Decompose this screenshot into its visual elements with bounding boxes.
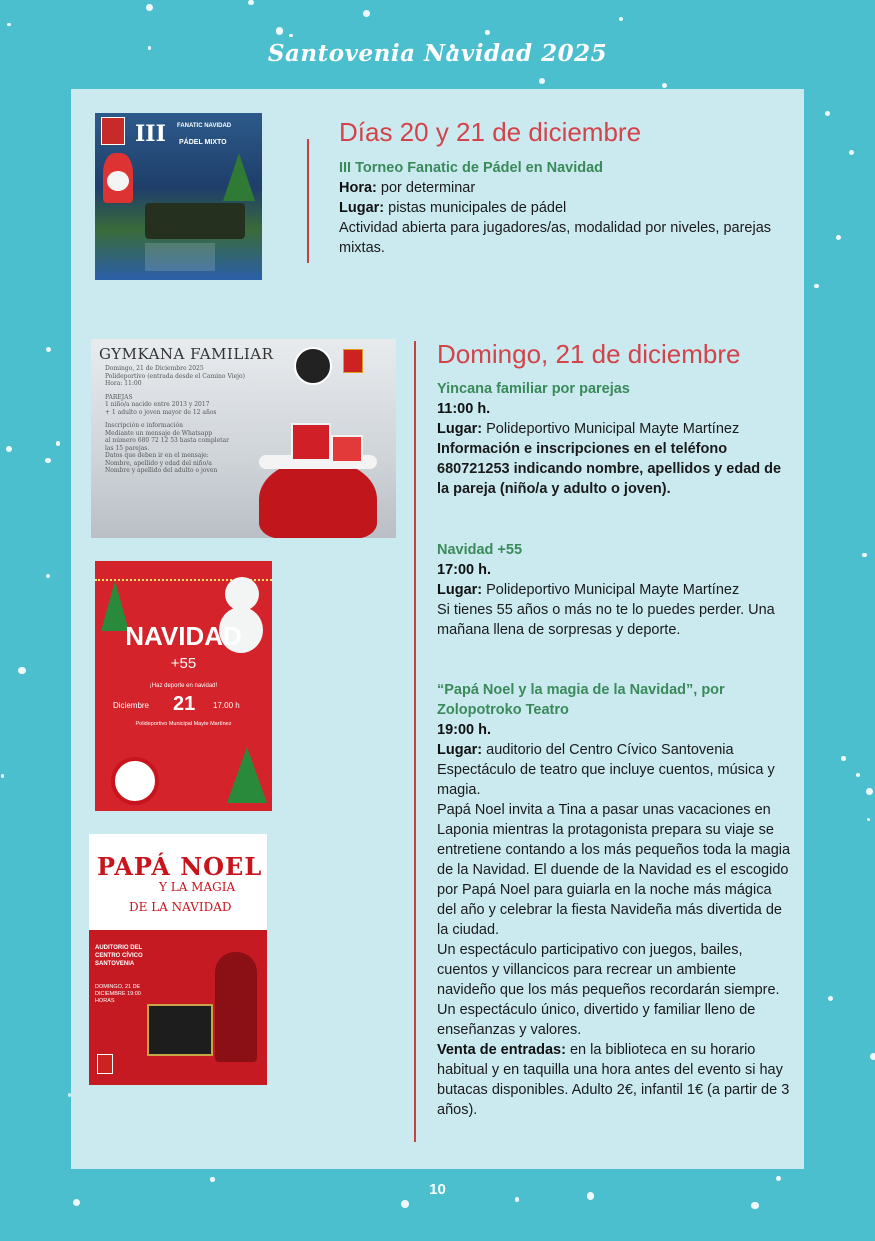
snow-dot	[248, 0, 253, 5]
snow-dot	[289, 34, 292, 37]
papanoel-event	[437, 680, 792, 1120]
event-title: Navidad +55	[437, 542, 523, 558]
santa-beard	[107, 171, 129, 191]
poster-text: Hora: 11:00	[105, 380, 142, 387]
poster-text: Polideportivo (entrada desde el Camino Viejo)	[105, 372, 245, 380]
snow-dot	[836, 235, 841, 240]
poster-text: PAREJAS	[105, 393, 133, 401]
snow-dot	[870, 1053, 875, 1060]
padel-tournament-poster	[95, 113, 262, 280]
snow-dot	[45, 458, 50, 463]
event-description: Espectáculo de teatro que incluye cuentos, música y magia.	[437, 762, 775, 798]
navidad55-event	[437, 540, 792, 640]
event-description: Actividad abierta para jugadores/as, modalidad por niveles, parejas mixtas.	[339, 220, 772, 256]
poster-text: III	[135, 121, 166, 147]
lugar-value: Polideportivo Municipal Mayte Martínez	[482, 421, 740, 437]
lugar-label: Lugar:	[437, 582, 483, 598]
section1-divider	[307, 139, 309, 263]
poster-text: Nombre y apellido del adulto o joven	[105, 467, 218, 474]
snow-dot	[485, 30, 490, 35]
hora-value: por determinar	[376, 180, 476, 196]
snow-dot	[56, 441, 60, 445]
snow-dot	[866, 788, 873, 795]
page-header-title: Santovenia Navidad 2025	[267, 40, 608, 67]
poster-title: GYMKANA FAMILIAR	[99, 345, 274, 363]
espacio-logo-icon	[294, 347, 332, 385]
snow-dot	[867, 818, 871, 822]
hora-label: Hora:	[339, 180, 377, 196]
gift-sack-graphic	[259, 459, 377, 538]
papanoel-poster	[89, 834, 267, 1085]
snow-dot	[751, 1202, 759, 1210]
gift-box-icon	[331, 435, 363, 463]
padel-event	[339, 158, 779, 258]
snow-dot	[814, 284, 819, 289]
tree-graphic	[227, 747, 267, 803]
snow-dot	[276, 27, 284, 35]
municipal-crest-icon	[101, 117, 125, 145]
snow-dot	[46, 574, 50, 578]
event-description: Si tienes 55 años o más no te lo puedes perder. Una mañana llena de sorpresas y deporte.	[437, 602, 775, 638]
gymkana-event	[437, 379, 792, 499]
snowman-graphic	[225, 577, 259, 611]
poster-bottom-text	[145, 243, 215, 271]
lugar-value: auditorio del Centro Cívico Santovenia	[482, 742, 734, 758]
poster-title: PAPÁ NOEL	[97, 852, 263, 881]
poster-text: FANATIC NAVIDAD	[177, 123, 232, 129]
section2-date: Domingo, 21 de diciembre	[437, 339, 741, 369]
venta-label: Venta de entradas:	[437, 1042, 566, 1058]
snow-dot	[856, 773, 860, 777]
event-location-row	[437, 580, 792, 600]
page-number: 10	[429, 1181, 446, 1198]
event-location-row	[437, 740, 792, 760]
poster-title: NAVIDAD	[125, 621, 242, 651]
event-description: Un espectáculo participativo con juegos, bailes, cuentos y villancicos para recrear un ambiente navideño que los más pequeños recordarán siempre. Un espectáculo único, divertido y familiar lleno de enseñanzas y valores.	[437, 942, 780, 1038]
poster-subtitle: DE LA NAVIDAD	[129, 900, 232, 914]
poster-text: Diciembre	[113, 701, 150, 710]
event-time-value: 17:00 h.	[437, 562, 491, 578]
event-time-row	[339, 178, 779, 198]
snow-dot	[7, 23, 11, 27]
event-title: “Papá Noel y la magia de la Navidad”, por Zolopotroko Teatro	[437, 682, 725, 718]
poster-text: Domingo, 21 de Diciembre 2025	[105, 365, 204, 372]
tree-graphic	[223, 153, 255, 201]
snow-dot	[363, 10, 370, 17]
municipal-crest-icon	[343, 349, 363, 373]
event-time	[437, 720, 792, 740]
snow-dot	[862, 553, 866, 557]
poster-text: Nombre, apellido y edad del niño/a	[105, 459, 212, 467]
section2-divider	[414, 341, 416, 1142]
snow-dot	[828, 996, 833, 1001]
lugar-label: Lugar:	[437, 421, 483, 437]
lugar-value: Polideportivo Municipal Mayte Martínez	[482, 582, 740, 598]
actress-photo	[215, 952, 257, 1062]
ticket-sales-row	[437, 1040, 792, 1120]
poster-text: ¡Haz deporte en navidad!	[149, 683, 218, 689]
poster-text: Mediante un mensaje de Whatsapp	[105, 429, 213, 437]
event-description: Papá Noel invita a Tina a pasar unas vacaciones en Laponia mientras la protagonista prepara su viaje se entretiene contando a los más pequeños toda la magia de la Navidad. El duende de la Navidad es el escogido por Papá Noel para guiarla en la noche más mágica del año y celebrar la fiesta Navideña más divertida de la ciudad.	[437, 802, 791, 938]
poster-text: AUDITORIO DEL CENTRO CÍVICO SANTOVENIA	[95, 945, 143, 967]
gift-box-icon	[291, 423, 331, 461]
snow-dot	[619, 17, 623, 21]
poster-text: Datos que deben ir en el mensaje:	[105, 452, 209, 459]
poster-text: PÁDEL MIXTO	[179, 139, 227, 146]
group-photo	[145, 203, 245, 239]
event-info: Información e inscripciones en el teléfono 680721253 indicando nombre, apellidos y edad de la pareja (niño/a y adulto o joven).	[437, 441, 782, 497]
event-time-value: 19:00 h.	[437, 722, 491, 738]
poster-subtitle: +55	[170, 655, 197, 672]
municipal-crest-icon	[97, 1054, 113, 1074]
event-title: III Torneo Fanatic de Pádel en Navidad	[339, 160, 604, 176]
snow-dot	[18, 667, 25, 674]
snow-dot	[841, 756, 846, 761]
poster-text: las 15 parejas.	[105, 444, 150, 452]
event-time	[437, 399, 792, 419]
lugar-value: pistas municipales de pádel	[384, 200, 567, 216]
snow-dot	[46, 347, 51, 352]
section1-date: Días 20 y 21 de diciembre	[339, 117, 642, 147]
snow-dot	[146, 4, 153, 11]
poster-text: al número 680 72 12 53 hasta completar	[105, 437, 229, 444]
lugar-label: Lugar:	[437, 742, 483, 758]
event-location-row	[339, 198, 779, 218]
snow-dot	[401, 1200, 408, 1207]
snow-dot	[539, 78, 545, 84]
snow-dot	[73, 1199, 80, 1206]
poster-text: + 1 adulto o joven mayor de 12 años	[105, 408, 217, 416]
poster-text: 17.00 h	[213, 701, 240, 710]
snow-dot	[6, 446, 12, 452]
event-time	[437, 560, 792, 580]
puppet-theater-graphic	[147, 1004, 213, 1056]
santa-graphic	[111, 757, 159, 805]
poster-text: Polideportivo Municipal Mayte Martínez	[135, 721, 232, 727]
snow-dot	[662, 83, 667, 88]
snow-dot	[825, 111, 830, 116]
poster-subtitle: Y LA MAGIA	[159, 880, 236, 894]
poster-text: 21	[173, 693, 196, 715]
event-location-row	[437, 419, 792, 439]
poster-text: 1 niño/a nacido entre 2013 y 2017	[105, 401, 210, 408]
event-time-value: 11:00 h.	[437, 401, 491, 417]
navidad55-poster	[95, 561, 272, 811]
snow-dot	[1, 774, 4, 777]
event-title: Yincana familiar por parejas	[437, 381, 630, 397]
lugar-label: Lugar:	[339, 200, 385, 216]
venta-value: en la biblioteca en su horario habitual y en taquilla una hora antes del evento si hay butacas disponibles. Adulto 2€, infantil 1€ (a partir de 3 años).	[437, 1042, 790, 1118]
snow-dot	[849, 150, 854, 155]
poster-text: Inscripción e información	[105, 422, 183, 429]
gymkana-poster	[91, 339, 396, 538]
poster-date-row	[113, 693, 258, 717]
poster-text: DOMINGO, 21 DE DICIEMBRE 19:00 HORAS	[95, 984, 141, 1004]
